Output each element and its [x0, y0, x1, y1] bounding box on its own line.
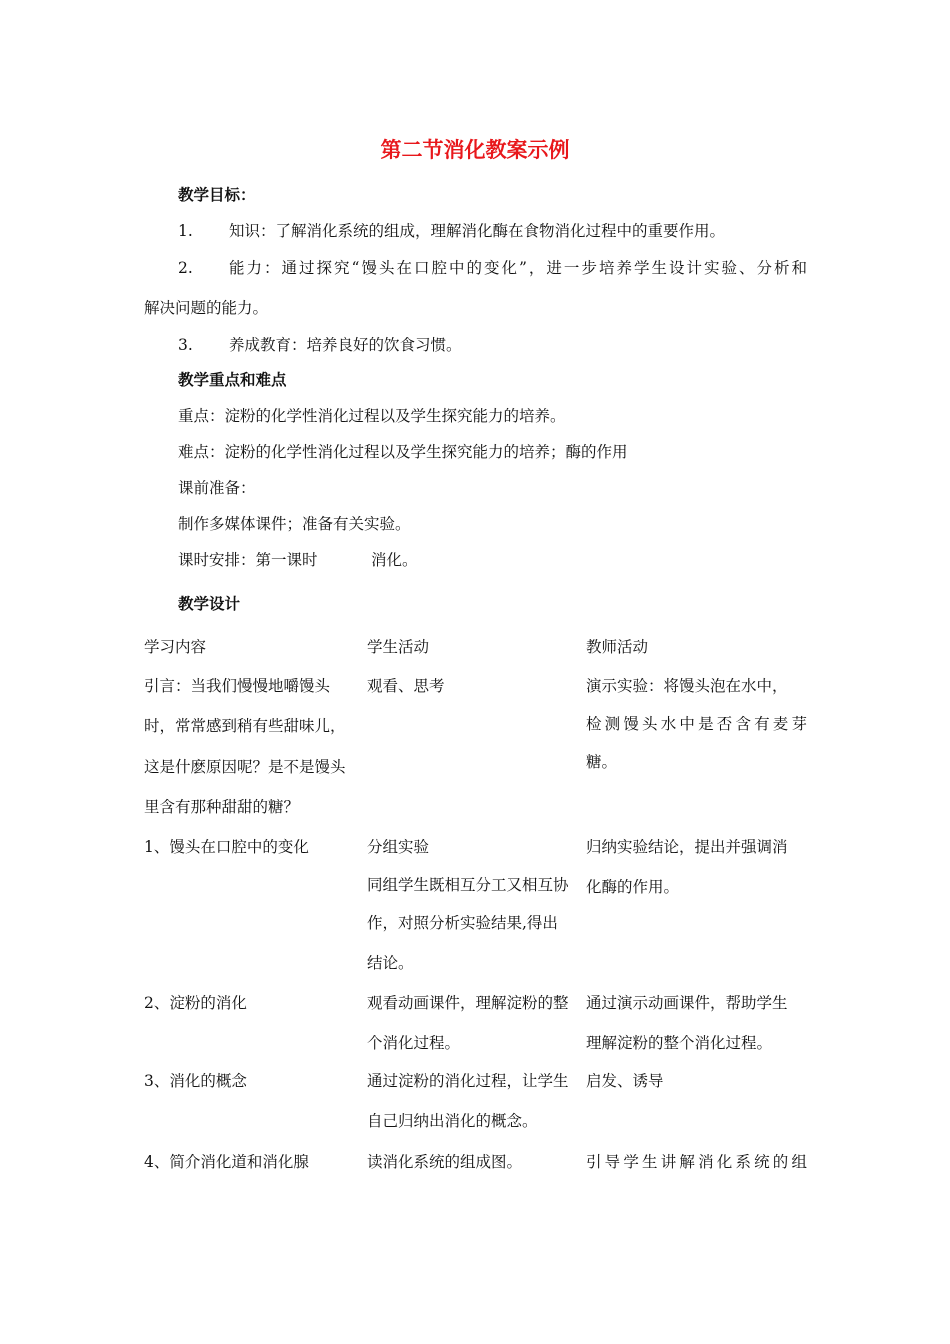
objective-3-text: 养成教育：培养良好的饮食习惯。: [229, 336, 462, 354]
row0-content-line1: 引言：当我们慢慢地嚼馒头: [144, 677, 331, 695]
row3-teacher-line1: 启发、诱导: [586, 1072, 664, 1090]
key-point: 重点：淀粉的化学性消化过程以及学生探究能力的培养。: [178, 407, 566, 425]
objective-1-text: 知识：了解消化系统的组成，理解消化酶在食物消化过程中的重要作用。: [229, 222, 726, 240]
row1-teacher-line2: 化酶的作用。: [586, 878, 680, 896]
objectives-heading: 教学目标：: [178, 186, 256, 204]
row4-teacher-line1: 引导学生讲解消化系统的组: [586, 1153, 807, 1171]
row2-teacher-line2: 理解淀粉的整个消化过程。: [586, 1034, 773, 1052]
row1-content-line1: 1、馒头在口腔中的变化: [144, 838, 309, 856]
row3-student-line1: 通过淀粉的消化过程，让学生: [367, 1072, 569, 1090]
row0-content-line2: 时，常常感到稍有些甜味儿，: [144, 717, 346, 735]
row0-teacher-line1: 演示实验：将馒头泡在水中，: [586, 677, 788, 695]
objective-2-text-line1: 能力：通过探究“馒头在口腔中的变化”，进一步培养学生设计实验、分析和: [229, 259, 807, 277]
row0-teacher-line3: 糖。: [586, 753, 618, 771]
row4-content-line1: 4、简介消化道和消化腺: [144, 1153, 309, 1171]
row1-student-line1: 分组实验: [367, 838, 430, 856]
column-header-teacher: 教师活动: [586, 638, 649, 656]
objective-1-number: 1.: [178, 222, 193, 240]
row3-content-line1: 3、消化的概念: [144, 1072, 247, 1090]
row0-content-line4: 里含有那种甜甜的糖？: [144, 798, 300, 816]
row1-student-line2: 同组学生既相互分工又相互协: [367, 876, 569, 894]
prep-text: 制作多媒体课件；准备有关实验。: [178, 515, 411, 533]
objective-2-number: 2.: [178, 259, 193, 277]
page-title: 第二节消化教案示例: [380, 138, 570, 162]
row3-student-line2: 自己归纳出消化的概念。: [367, 1112, 538, 1130]
row0-content-line3: 这是什麽原因呢？是不是馒头: [144, 758, 346, 776]
row2-content-line1: 2、淀粉的消化: [144, 994, 247, 1012]
row1-teacher-line1: 归纳实验结论，提出并强调消: [586, 838, 788, 856]
objective-2-text-line2: 解决问题的能力。: [144, 299, 269, 317]
difficult-point: 难点：淀粉的化学性消化过程以及学生探究能力的培养；酶的作用: [178, 443, 628, 461]
prep-label: 课前准备：: [178, 479, 256, 497]
column-header-student: 学生活动: [367, 638, 430, 656]
row2-student-line2: 个消化过程。: [367, 1034, 461, 1052]
row0-student-line1: 观看、思考: [367, 677, 445, 695]
row2-student-line1: 观看动画课件，理解淀粉的整: [367, 994, 569, 1012]
row4-student-line1: 读消化系统的组成图。: [367, 1153, 523, 1171]
schedule-text: 消化。: [371, 551, 418, 569]
row0-teacher-line2: 检测馒头水中是否含有麦芽: [586, 715, 807, 733]
keypoints-heading: 教学重点和难点: [178, 371, 287, 389]
row2-teacher-line1: 通过演示动画课件，帮助学生: [586, 994, 788, 1012]
design-heading: 教学设计: [178, 595, 241, 613]
row1-student-line3: 作，对照分析实验结果,得出: [367, 914, 558, 932]
objective-3-number: 3.: [178, 336, 193, 354]
column-header-content: 学习内容: [144, 638, 207, 656]
row1-student-line4: 结论。: [367, 954, 414, 972]
schedule-label: 课时安排：第一课时: [178, 551, 318, 569]
